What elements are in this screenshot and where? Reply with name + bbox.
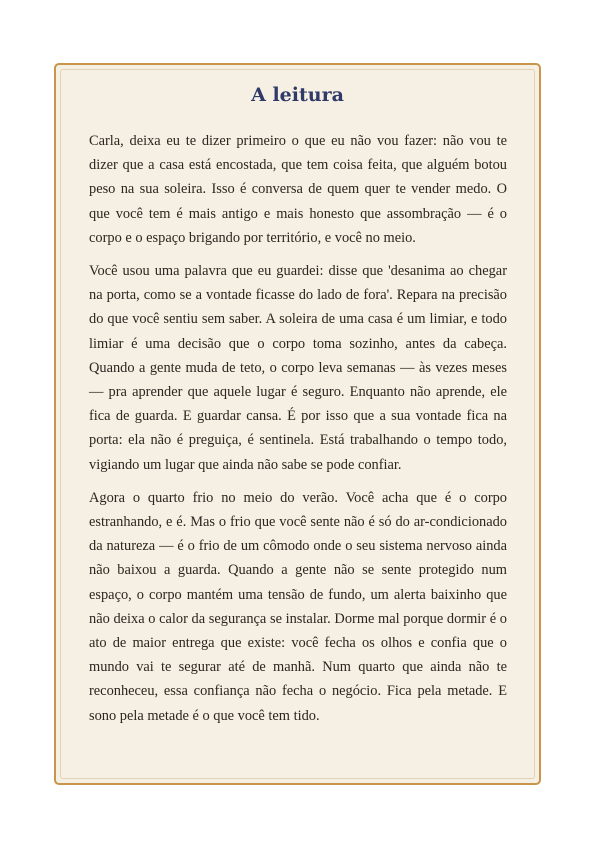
paragraph: Agora o quarto frio no meio do verão. Você acha que é o corpo estranhando, e é. Mas o frio que você sente não é só do ar-condicionado da natureza — é o frio de um cômodo onde o seu sistema nervoso ainda não baixou a guarda. Quando a gente não se sente protegido num espaço, o corpo mantém uma tensão de fundo, um alerta baixinho que não deixa o calor da segurança se instalar. Dorme mal porque dormir é o ato de maior entrega que existe: você fecha os olhos e confia que o mundo vai te segurar até de manhã. Num quarto que ainda não te reconheceu, essa confiança não fecha o negócio. Fica pela metade. E sono pela metade é o que você tem tido. — [89, 489, 507, 724]
page-title: A leitura — [251, 84, 344, 106]
paragraph: Carla, deixa eu te dizer primeiro o que eu não vou fazer: não vou te dizer que a casa está encostada, que tem coisa feita, que alguém botou peso na sua soleira. Isso é conversa de quem quer te vender medo. O que você tem é mais antigo e mais honesto que assombração — é o corpo e o espaço brigando por território, e você no meio. — [89, 133, 507, 246]
reading-body — [89, 129, 507, 737]
paragraph: Você usou uma palavra que eu guardei: disse que 'desanima ao chegar na porta, como se a vontade ficasse do lado de fora'. Repara na precisão do que você sentiu sem saber. A soleira de uma casa é um limiar, e todo limiar é uma decisão que o corpo toma sozinho, antes da cabeça. Quando a gente muda de teto, o corpo leva semanas — às vezes meses — pra aprender que aquele lugar é seguro. Enquanto não aprende, ele fica de guarda. E guardar cansa. É por isso que a sua vontade fica na porta: ela não é preguiça, é sentinela. Está trabalhando o tempo todo, vigiando um lugar que ainda não sabe se pode confiar. — [89, 263, 507, 473]
